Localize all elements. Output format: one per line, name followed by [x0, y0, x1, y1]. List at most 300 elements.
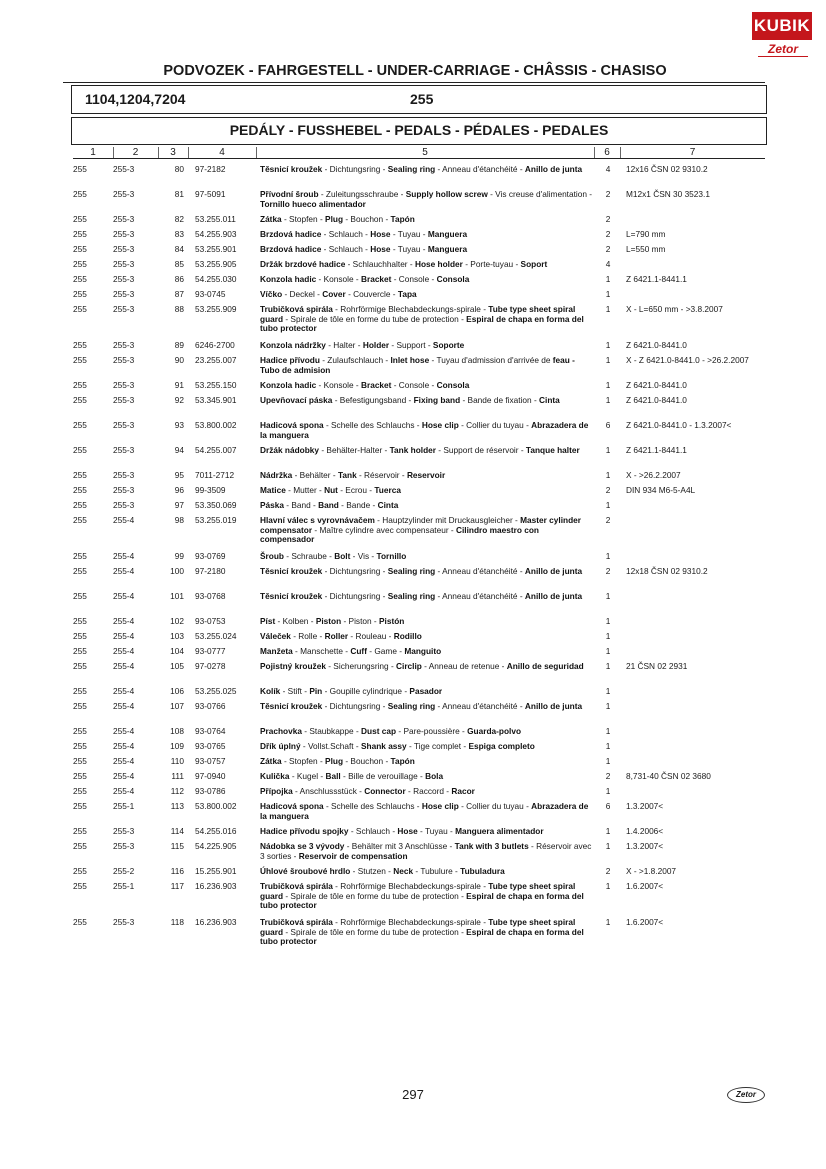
part-name-en: Neck [393, 866, 414, 876]
part-name-en: Circlip [396, 661, 422, 671]
part-name-es: Abrazadera de la manguera [260, 801, 589, 821]
position-cell: 95 [174, 470, 184, 480]
part-number-cell: 53.800.002 [195, 420, 237, 430]
part-name-de: - Stopfen - [281, 214, 326, 224]
position-cell: 86 [174, 274, 184, 284]
quantity-cell: 6 [605, 420, 611, 430]
part-name-en: Bolt [334, 551, 351, 561]
group-cell: 255 [73, 686, 87, 696]
part-name-fr: - Vis - [350, 551, 377, 561]
part-name-fr: - Maître cylindre avec compensateur - [312, 524, 456, 535]
part-name-de: - Stopfen - [281, 756, 326, 766]
part-name-es: Anillo de junta [524, 164, 583, 174]
table-row [0, 630, 826, 645]
part-name-de: - Konsole - [316, 380, 361, 390]
part-number-cell: 93-0777 [195, 646, 226, 656]
group-cell: 255 [73, 646, 87, 656]
position-cell: 104 [170, 646, 184, 656]
part-name-cs: Víčko [260, 289, 283, 299]
part-name-fr: - Anneau d'étanchéité - [435, 591, 525, 601]
table-row [0, 840, 826, 865]
position-cell: 117 [170, 881, 184, 891]
part-name-en: Tube type sheet spiral guard [260, 881, 576, 901]
part-name-en: Inlet hose [390, 355, 430, 365]
part-name-cs: Prachovka [260, 726, 302, 736]
quantity-cell: 2 [605, 244, 611, 254]
part-name-es: Anillo de junta [524, 591, 583, 601]
part-name-en: Hose [397, 826, 418, 836]
part-name-de: - Stutzen - [350, 866, 394, 876]
description-cell [260, 787, 593, 797]
part-name-fr: - Collier du tuyau - [458, 801, 532, 811]
note-cell: L=550 mm [626, 244, 666, 254]
col-header-1: 1 [73, 147, 114, 158]
description-cell [260, 742, 593, 752]
part-name-de: - Behälter - [292, 470, 338, 480]
quantity-cell: 1 [605, 631, 611, 641]
part-name-cs: Těsnicí kroužek [260, 591, 323, 601]
quantity-cell: 2 [605, 866, 611, 876]
table-row [0, 800, 826, 825]
group-cell: 255 [73, 259, 87, 269]
part-name-de: - Schelle des Schlauchs - [323, 801, 422, 811]
table-row [0, 188, 826, 213]
assembly-cell: 255-3 [113, 244, 135, 254]
part-number-cell: 93-0765 [195, 741, 226, 751]
assembly-cell: 255-4 [113, 786, 135, 796]
position-cell: 87 [174, 289, 184, 299]
position-cell: 92 [174, 395, 184, 405]
part-name-cs: Hadicová spona [260, 420, 324, 430]
part-number-cell: 53.255.150 [195, 380, 237, 390]
note-cell: X - >1.8.2007 [626, 866, 677, 876]
description-cell [260, 421, 593, 440]
part-name-cs: Nádržka [260, 470, 293, 480]
table-row [0, 243, 826, 258]
part-name-en: Cover [322, 289, 346, 299]
part-name-es: feau - Tubo de admision [260, 355, 575, 375]
part-number-cell: 93-0768 [195, 591, 226, 601]
part-name-es: Soporte [432, 340, 465, 350]
position-cell: 96 [174, 485, 184, 495]
quantity-cell: 2 [605, 485, 611, 495]
note-cell: X - L=650 mm - >3.8.2007 [626, 304, 723, 314]
description-cell [260, 341, 593, 351]
part-name-cs: Hadice přívodu spojky [260, 826, 349, 836]
part-name-de: - Kugel - [289, 771, 326, 781]
table-row [0, 725, 826, 740]
quantity-cell: 1 [605, 741, 611, 751]
part-name-cs: Hadice přívodu [260, 355, 320, 365]
quantity-cell: 1 [605, 701, 611, 711]
logo-zetor: Zetor [758, 42, 808, 57]
table-row [0, 339, 826, 354]
part-name-es: Manguera [427, 244, 468, 254]
assembly-cell: 255-3 [113, 380, 135, 390]
group-cell: 255 [73, 726, 87, 736]
part-name-en: Hose clip [421, 801, 459, 811]
note-cell: Z 6421.0-8441.0 - 1.3.2007< [626, 420, 732, 430]
assembly-cell: 255-3 [113, 355, 135, 365]
part-name-de: - Befestigungsband - [332, 395, 414, 405]
quantity-cell: 1 [605, 289, 611, 299]
position-cell: 114 [170, 826, 184, 836]
part-name-cs: Brzdová hadice [260, 244, 322, 254]
quantity-cell: 1 [605, 726, 611, 736]
quantity-cell: 4 [605, 259, 611, 269]
page-number: 297 [402, 1087, 424, 1102]
group-cell: 255 [73, 500, 87, 510]
part-name-de: - Schlauchhalter - [345, 259, 415, 269]
part-name-en: Shank assy [360, 741, 407, 751]
group-cell: 255 [73, 164, 87, 174]
part-name-cs: Hadicová spona [260, 801, 324, 811]
description-cell [260, 842, 593, 861]
quantity-cell: 1 [605, 616, 611, 626]
part-number-cell: 93-0766 [195, 701, 226, 711]
group-cell: 255 [73, 340, 87, 350]
part-name-fr: - Spirale de tôle en forme du tube de protection - [283, 313, 467, 324]
description-cell [260, 772, 593, 782]
part-name-es: Anillo de junta [524, 701, 583, 711]
table-row [0, 685, 826, 700]
part-number-cell: 15.255.901 [195, 866, 237, 876]
table-row [0, 499, 826, 514]
description-cell [260, 501, 593, 511]
part-name-es: Reservoir [406, 470, 446, 480]
assembly-cell: 255-3 [113, 274, 135, 284]
part-name-fr: - Réservoir avec 3 sorties - [260, 841, 592, 861]
group-cell: 255 [73, 801, 87, 811]
quantity-cell: 2 [605, 566, 611, 576]
part-name-es: Pistón [378, 616, 405, 626]
description-cell [260, 356, 593, 375]
part-number-cell: 53.255.905 [195, 259, 237, 269]
part-name-fr: - Bouchon - [343, 756, 391, 766]
group-cell: 255 [73, 917, 87, 927]
assembly-cell: 255-2 [113, 866, 135, 876]
col-header-5: 5 [256, 147, 595, 158]
group-cell: 255 [73, 566, 87, 576]
part-name-cs: Šroub [260, 551, 284, 561]
note-cell: 1.6.2007< [626, 881, 664, 891]
part-name-de: - Band - [284, 500, 319, 510]
part-name-fr: - Anneau d'étanchéité - [435, 701, 525, 711]
part-number-cell: 93-0786 [195, 786, 226, 796]
part-name-es: Cilindro maestro con compensador [260, 524, 539, 544]
assembly-cell: 255-3 [113, 841, 135, 851]
table-row [0, 163, 826, 188]
description-cell [260, 687, 593, 697]
part-name-es: Tubuladura [460, 866, 505, 876]
description-cell [260, 305, 593, 334]
table-row [0, 660, 826, 685]
description-cell [260, 215, 593, 225]
table-row [0, 590, 826, 615]
part-name-es: Tapón [390, 756, 415, 766]
table-row [0, 785, 826, 800]
part-number-cell: 53.800.002 [195, 801, 237, 811]
note-cell: 1.3.2007< [626, 801, 664, 811]
part-name-en: Plug [325, 214, 344, 224]
part-name-fr: - Spirale de tôle en forme du tube de protection - [283, 890, 467, 901]
part-name-de: - Schlauch - [321, 244, 371, 254]
group-cell: 255 [73, 881, 87, 891]
part-name-en: Hose [370, 244, 391, 254]
part-number-cell: 54.255.007 [195, 445, 237, 455]
part-name-de: - Sicherungsring - [325, 661, 397, 671]
group-cell: 255 [73, 841, 87, 851]
part-name-fr: - Tige complet - [406, 741, 469, 751]
part-name-de: - Kolben - [275, 616, 316, 626]
part-name-fr: - Collier du tuyau - [458, 420, 532, 430]
part-name-fr: - Pare-poussière - [396, 726, 468, 736]
assembly-cell: 255-3 [113, 289, 135, 299]
position-cell: 116 [170, 866, 184, 876]
table-row [0, 825, 826, 840]
description-cell [260, 918, 593, 947]
part-name-fr: - Tuyau - [390, 244, 428, 254]
description-cell [260, 486, 593, 496]
note-cell: 1.3.2007< [626, 841, 664, 851]
part-number-cell: 23.255.007 [195, 355, 237, 365]
group-number: 255 [410, 91, 434, 107]
position-cell: 85 [174, 259, 184, 269]
group-cell: 255 [73, 631, 87, 641]
quantity-cell: 2 [605, 771, 611, 781]
assembly-cell: 255-3 [113, 395, 135, 405]
part-name-es: Cinta [377, 500, 399, 510]
assembly-cell: 255-4 [113, 515, 135, 525]
quantity-cell: 4 [605, 164, 611, 174]
description-cell [260, 662, 593, 672]
part-name-en: Cuff [350, 646, 367, 656]
part-name-fr: - Ecrou - [337, 485, 375, 495]
description-cell [260, 702, 593, 712]
part-name-de: - Zulaufschlauch - [319, 355, 391, 365]
part-name-en: Band [318, 500, 339, 510]
position-cell: 82 [174, 214, 184, 224]
table-row [0, 916, 826, 952]
part-name-en: Plug [325, 756, 344, 766]
part-name-es: Espiga completo [468, 741, 535, 751]
part-name-en: Bracket [360, 274, 392, 284]
table-row [0, 514, 826, 550]
note-cell: 1.6.2007< [626, 917, 664, 927]
group-cell: 255 [73, 591, 87, 601]
description-cell [260, 165, 593, 175]
description-cell [260, 471, 593, 481]
part-name-de: - Rohrförmige Blechabdeckungs-spirale - [332, 917, 489, 927]
part-name-en: Bracket [360, 380, 392, 390]
assembly-cell: 255-3 [113, 164, 135, 174]
table-row [0, 394, 826, 419]
table-row [0, 354, 826, 379]
part-name-cs: Matice [260, 485, 286, 495]
part-number-cell: 93-0764 [195, 726, 226, 736]
part-name-de: - Mutter - [285, 485, 325, 495]
col-header-3: 3 [158, 147, 189, 158]
part-name-en: Tube type sheet spiral guard [260, 304, 576, 324]
quantity-cell: 1 [605, 304, 611, 314]
group-cell: 255 [73, 229, 87, 239]
group-cell: 255 [73, 274, 87, 284]
part-name-fr: - Bouchon - [343, 214, 391, 224]
description-cell [260, 245, 593, 255]
part-name-en: Supply hollow screw [405, 189, 488, 199]
part-name-fr: - Support de réservoir - [436, 445, 526, 455]
part-name-en: Hose clip [421, 420, 459, 430]
part-number-cell: 93-0769 [195, 551, 226, 561]
part-name-cs: Trubičková spirála [260, 304, 333, 314]
part-name-de: - Manschette - [292, 646, 351, 656]
part-number-cell: 97-0940 [195, 771, 226, 781]
part-number-cell: 99-3509 [195, 485, 226, 495]
description-cell [260, 617, 593, 627]
assembly-cell: 255-3 [113, 420, 135, 430]
part-name-es: Tapa [397, 289, 417, 299]
group-cell: 255 [73, 756, 87, 766]
note-cell: DIN 934 M6-5-A4L [626, 485, 696, 495]
part-number-cell: 93-0745 [195, 289, 226, 299]
part-name-es: Pasador [409, 686, 443, 696]
description-cell [260, 275, 593, 285]
part-name-es: Manguito [404, 646, 442, 656]
part-name-fr: - Piston - [341, 616, 379, 626]
part-name-es: Tornillo [376, 551, 407, 561]
part-name-fr: - Rouleau - [348, 631, 394, 641]
quantity-cell: 1 [605, 340, 611, 350]
assembly-cell: 255-3 [113, 826, 135, 836]
part-name-de: - Vollst.Schaft - [300, 741, 361, 751]
part-name-de: - Dichtungsring - [322, 164, 388, 174]
part-number-cell: 93-0757 [195, 756, 226, 766]
part-name-fr: - Vis creuse d'alimentation - [487, 189, 593, 199]
group-cell: 255 [73, 420, 87, 430]
position-cell: 93 [174, 420, 184, 430]
part-name-cs: Trubičková spirála [260, 881, 333, 891]
part-name-fr: - Console - [391, 380, 437, 390]
part-name-cs: Přípojka [260, 786, 293, 796]
part-name-fr: - Bande - [338, 500, 378, 510]
position-cell: 111 [171, 771, 184, 781]
kubik-logo [752, 12, 812, 64]
part-name-cs: Zátka [260, 756, 282, 766]
description-cell [260, 882, 593, 911]
part-number-cell: 53.255.011 [195, 214, 236, 224]
part-name-en: Ball [325, 771, 341, 781]
quantity-cell: 1 [605, 274, 611, 284]
part-name-cs: Pojistný kroužek [260, 661, 326, 671]
part-number-cell: 7011-2712 [195, 470, 235, 480]
part-name-cs: Dřík úplný [260, 741, 301, 751]
part-name-es: Manguera [427, 229, 468, 239]
quantity-cell: 1 [605, 917, 611, 927]
part-name-fr: - Tubulure - [413, 866, 461, 876]
part-name-es: Espiral de chapa en forma del tubo protector [260, 890, 584, 910]
group-cell: 255 [73, 661, 87, 671]
part-name-de: - Staubkappe - [301, 726, 362, 736]
position-cell: 106 [170, 686, 184, 696]
assembly-cell: 255-4 [113, 741, 135, 751]
description-cell [260, 802, 593, 821]
part-number-cell: 16.236.903 [195, 917, 237, 927]
part-name-cs: Úhlové šroubové hrdlo [260, 866, 351, 876]
part-name-fr: - Bille de verouillage - [340, 771, 426, 781]
part-name-en: Pin [309, 686, 323, 696]
part-name-en: Sealing ring [387, 701, 436, 711]
part-number-cell: 93-0753 [195, 616, 226, 626]
assembly-cell: 255-3 [113, 304, 135, 314]
quantity-cell: 2 [605, 214, 611, 224]
part-name-cs: Kolík [260, 686, 281, 696]
description-cell [260, 567, 593, 577]
part-number-cell: 53.255.025 [195, 686, 237, 696]
footer-zetor-logo: Zetor [727, 1087, 765, 1103]
part-name-es: Espiral de chapa en forma del tubo protector [260, 313, 584, 333]
group-cell: 255 [73, 786, 87, 796]
assembly-cell: 255-4 [113, 646, 135, 656]
part-name-en: Hose [370, 229, 391, 239]
description-cell [260, 446, 593, 456]
part-number-cell: 53.255.019 [195, 515, 237, 525]
part-name-cs: Páska [260, 500, 284, 510]
assembly-cell: 255-3 [113, 917, 135, 927]
quantity-cell: 1 [605, 826, 611, 836]
assembly-cell: 255-3 [113, 229, 135, 239]
table-row [0, 700, 826, 725]
table-row [0, 258, 826, 273]
quantity-cell: 1 [605, 395, 611, 405]
note-cell: Z 6421.0-8441.0 [626, 395, 687, 405]
part-name-en: Nut [324, 485, 338, 495]
description-cell [260, 757, 593, 767]
position-cell: 108 [170, 726, 184, 736]
position-cell: 103 [170, 631, 184, 641]
part-name-de: - Behälter mit 3 Anschlüsse - [344, 841, 455, 851]
assembly-cell: 255-4 [113, 591, 135, 601]
assembly-cell: 255-3 [113, 189, 135, 199]
part-name-fr: - Spirale de tôle en forme du tube de protection - [283, 926, 467, 937]
table-row [0, 419, 826, 444]
part-name-cs: Upevňovací páska [260, 395, 333, 405]
position-cell: 110 [170, 756, 184, 766]
group-cell: 255 [73, 551, 87, 561]
part-number-cell: 53.350.069 [195, 500, 237, 510]
note-cell: 12x16 ČSN 02 9310.2 [626, 164, 708, 174]
quantity-cell: 1 [605, 756, 611, 766]
part-name-fr: - Bande de fixation - [460, 395, 540, 405]
description-cell [260, 381, 593, 391]
quantity-cell: 1 [605, 380, 611, 390]
description-cell [260, 190, 593, 209]
table-row [0, 565, 826, 590]
position-cell: 101 [170, 591, 184, 601]
part-number-cell: 97-2182 [195, 164, 226, 174]
assembly-cell: 255-4 [113, 616, 135, 626]
part-number-cell: 53.255.909 [195, 304, 237, 314]
position-cell: 102 [170, 616, 184, 626]
part-name-fr: - Tuyau - [417, 826, 456, 836]
part-number-cell: 54.255.030 [195, 274, 237, 284]
part-name-de: - Deckel - [282, 289, 323, 299]
part-name-cs: Zátka [260, 214, 282, 224]
part-number-cell: 53.345.901 [195, 395, 237, 405]
part-name-en: Connector [364, 786, 406, 796]
part-name-en: Tank [337, 470, 357, 480]
part-number-cell: 6246-2700 [195, 340, 235, 350]
description-cell [260, 727, 593, 737]
